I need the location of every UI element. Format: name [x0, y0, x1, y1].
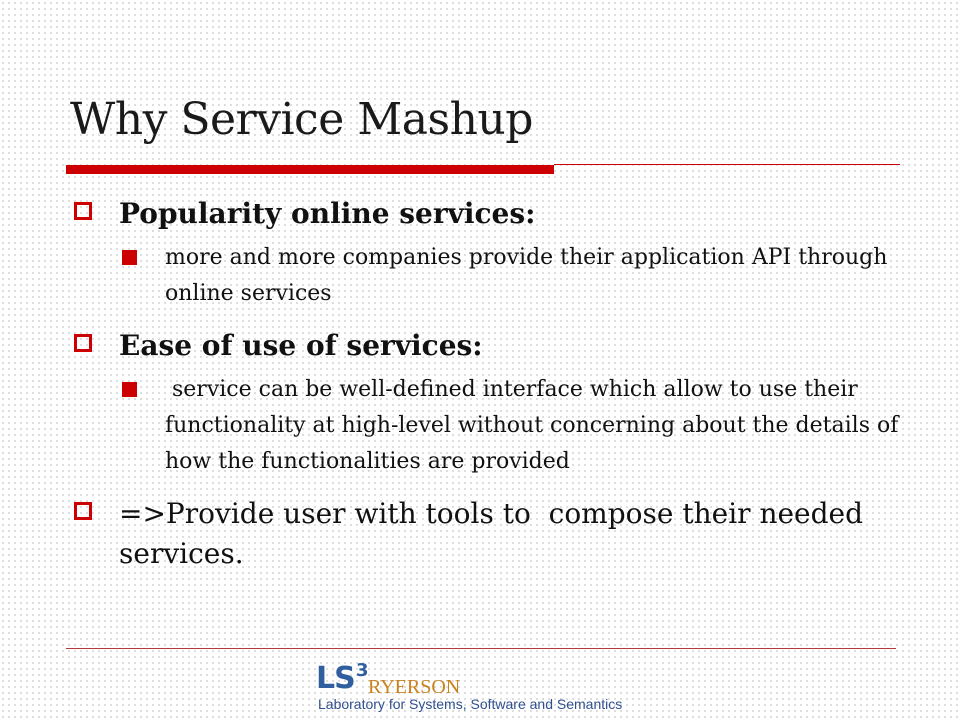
- slide-content: [70, 194, 906, 574]
- logo-mark: LS: [316, 661, 355, 696]
- bullet-provide-tools: [70, 494, 900, 574]
- bullet-ease-of-use: [70, 326, 900, 366]
- logo-superscript: 3: [356, 660, 369, 681]
- hollow-square-bullet-icon: [74, 334, 92, 352]
- bullet-text: =>Provide user with tools to compose their needed services.: [119, 497, 872, 570]
- filled-square-bullet-icon: [122, 382, 137, 397]
- footer-rule: [66, 648, 896, 649]
- logo-name: RYERSON: [368, 676, 461, 698]
- bullet-popularity: [70, 194, 900, 234]
- bullet-text: Popularity online services:: [119, 197, 536, 230]
- ls3-ryerson-logo: [316, 662, 656, 718]
- bullet-text: Ease of use of services:: [119, 329, 483, 362]
- logo-tagline: Laboratory for Systems, Software and Semantics: [318, 696, 623, 712]
- title-underline-thick: [66, 165, 554, 174]
- slide-title: Why Service Mashup: [70, 94, 533, 145]
- sub-bullet-text: service can be well-defined interface which allow to use their functionality at high-level without concerning about the details of how the functionalities are provided: [165, 377, 906, 474]
- sub-bullet-ease-of-use: [70, 372, 906, 480]
- hollow-square-bullet-icon: [74, 502, 92, 520]
- hollow-square-bullet-icon: [74, 202, 92, 220]
- sub-bullet-text: more and more companies provide their application API through online services: [165, 245, 888, 306]
- sub-bullet-popularity: [70, 240, 900, 312]
- title-underline-thin: [554, 164, 900, 165]
- filled-square-bullet-icon: [122, 250, 137, 265]
